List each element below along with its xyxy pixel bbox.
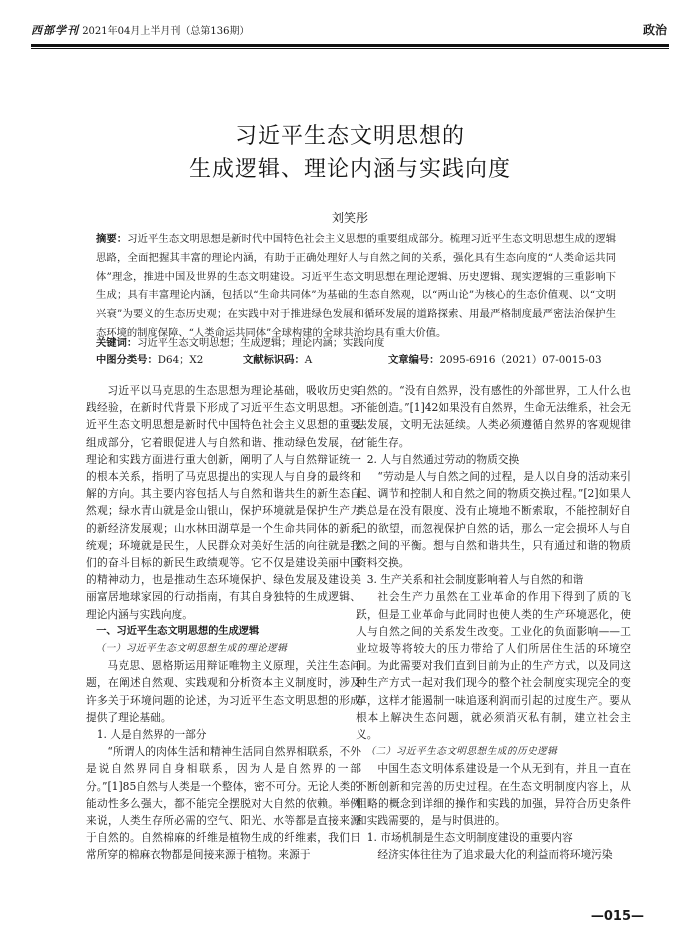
body-paragraph: 经济实体往往为了追求最大化的利益而将环境污染 xyxy=(377,848,613,862)
section-label: 政治 xyxy=(642,23,667,37)
body-paragraph: 中国生态文明体系建设是一个从无到有，并且一直在不断创新和完善的历史过程。在生态文明制度内容上，从粗略的概念到详细的操作和实践的加强，异符合历史条件和实践需要的，是与时俱进的。 xyxy=(356,762,631,828)
subsection-heading: （一）习近平生态文明思想生成的理论逻辑 xyxy=(95,643,288,655)
body-paragraph: 社会生产力虽然在工业革命的作用下得到了质的飞跃，但是工业革命与此同时也使人类的生产环境恶化，使人与自然之间的关系发生改变。工业化的负面影响——工业垃圾等将较大的压力带给了人们所居住生活的环境空间。为此需要对我们直到目前为止的生产方式，以及同这种生产方式一起对我们现今的整个社会制度实现完全的变革，这样才能遏制一味追逐利润而引起的过度生产。要从根本上解决生态问题，就必须消灭私有制，建立社会主义。 xyxy=(356,590,631,742)
subsection-heading: （二）习近平生态文明思想生成的历史逻辑 xyxy=(365,746,558,758)
body-paragraph: 习近平以马克思的生态思想为理论基础，吸收历史实践经验，在新时代背景下形成了习近平生态文明思想。习近平生态文明思想是新时代中国特色社会主义思想的重要组成部分，它着眼促进人与自然和谐、推动绿色发展，在理论和实践方面进行重大创新，阐明了人与自然辩证统一的根本关系，指明了马克思提出的实现人与自身的最终和解的方向。其主要内容包括人与自然和谐共生的新生态自然观；绿水青山就是金山银山，保护环境就是保护生产力的新经济发展观；山水林田湖草是一个生命共同体的新系统观；环境就是民生，人民群众对美好生活的向往就是我们的奋斗目标的新民生政绩观等。它不仅是建设美丽中国的精神动力，也是推动生态环境保护、绿色发展及建设美丽富居地球家园的行动指南，有其自身独特的生成逻辑、理论内涵与实践向度。 xyxy=(86,384,361,621)
article-number xyxy=(388,351,602,366)
body-paragraph: “劳动是人与自然之间的过程，是人以自身的活动来引起、调节和控制人和自然之间的物质交换过程。”[2]如果人类总是在没有限度、没有止境地不断索取，不能控制好自己的欲望，而忽视保护自然的话，那么一定会损坏人与自然之间的平衡。想与自然和谐共生，只有通过和谐的物质资料交换。 xyxy=(356,470,631,570)
issue-info: 2021年04月上半月刊（总第136期） xyxy=(82,26,250,37)
point-heading: 3. 生产关系和社会制度影响着人与自然的和谐 xyxy=(366,573,584,587)
right-column xyxy=(356,382,631,864)
section-heading: 一、习近平生态文明思想的生成逻辑 xyxy=(96,625,260,637)
document-code-label: 文献标识码： xyxy=(243,354,305,366)
article-number-label: 文章编号： xyxy=(388,354,440,366)
point-heading: 1. 市场机制是生态文明制度建设的重要内容 xyxy=(366,831,573,845)
article-title-line-1: 习近平生态文明思想的 xyxy=(234,124,465,149)
left-column xyxy=(86,382,361,864)
keywords xyxy=(96,334,616,349)
point-heading: 2. 人与自然通过劳动的物质交换 xyxy=(366,452,520,466)
header-rule-thick xyxy=(31,44,669,47)
page-number: —015— xyxy=(590,909,644,924)
abstract-label: 摘要： xyxy=(96,233,128,245)
body-paragraph: 马克思、恩格斯运用辩证唯物主义原理，关注生态问题，在阐述自然观、实践观和分析资本主义制度时，涉及许多关于环境问题的论述，为习近平生态文明思想的形成提供了理论基础。 xyxy=(86,659,361,724)
article-number-value: 2095-6916（2021）07-0015-03 xyxy=(439,354,602,366)
body-paragraph: “所谓人的肉体生活和精神生活同自然界相联系，不外是说自然界同自身相联系，因为人是自然界的一部分。”[1]85自然与人类是一个整体，密不可分。无论人类的能动性多么强大，都不能完全摆脱对大自然的依赖。举例来说，人类生存所必需的空气、阳光、水等都是直接来源于自然的。自然棉麻的纤维是植物生成的纤维素，我们日常所穿的棉麻衣物都是间接来源于植物。来源于 xyxy=(86,745,361,862)
keywords-text: 习近平生态文明思想；生成逻辑；理论内涵；实践向度 xyxy=(137,337,385,349)
abstract-text: 习近平生态文明思想是新时代中国特色社会主义思想的重要组成部分。梳理习近平生态文明思想生成的逻辑思路，全面把握其丰富的理论内涵，有助于正确处理好人与自然之间的关系，强化具有生态向度的“人类命运共同体”理念，推进中国及世界的生态文明建设。习近平生态文明思想在理论逻辑、历史逻辑、现实逻辑的三重影响下生成；具有丰富理论内涵，包括以“生命共同体”为基础的生态自然观，以“两山论”为核心的生态价值观、以“文明兴衰”为要义的生态历史观；在实践中对于推进绿色发展和循环发展的道路探索、用最严格制度最严密法治保护生态环境的制度保障、“人类命运共同体”全球构建的全球共治均具有重大价值。 xyxy=(96,233,617,339)
clc-label: 中图分类号： xyxy=(96,354,158,366)
article-title-line-2: 生成逻辑、理论内涵与实践向度 xyxy=(188,157,511,182)
body-paragraph: 自然的。“没有自然界，没有感性的外部世界，工人什么也不能创造。”[1]42如果没有自然界，生命无法维系，社会无法发展，文明无法延续。人类必须遵循自然界的客观规律才能生存。 xyxy=(356,384,631,449)
clc-value: D64；X2 xyxy=(157,354,204,366)
running-header xyxy=(31,18,669,42)
keywords-label: 关键词： xyxy=(96,337,138,349)
document-code xyxy=(243,351,312,366)
point-heading: 1. 人是自然界的一部分 xyxy=(96,728,207,742)
document-code-value: A xyxy=(304,354,313,366)
author-name: 刘笑彤 xyxy=(331,211,368,225)
abstract xyxy=(96,230,616,343)
journal-name: 西部学刊 xyxy=(31,24,79,37)
clc-number xyxy=(96,351,203,366)
journal-info xyxy=(31,22,249,38)
header-rule-thin xyxy=(31,48,669,49)
